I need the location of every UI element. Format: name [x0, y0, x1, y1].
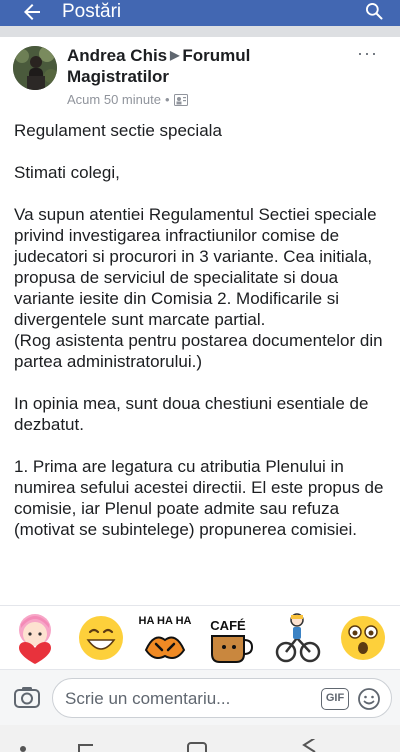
post-time[interactable]: Acum 50 minute	[67, 92, 161, 107]
post-body	[14, 120, 390, 561]
camera-icon[interactable]	[13, 685, 41, 709]
post-card	[0, 37, 400, 605]
comment-placeholder: Scrie un comentariu...	[65, 689, 231, 708]
more-options-button[interactable]: ···	[357, 43, 378, 63]
home-icon[interactable]	[186, 739, 208, 752]
comment-input[interactable]	[52, 678, 392, 718]
author-name[interactable]: Andrea Chis	[67, 46, 168, 65]
sticker-suggestions	[0, 605, 400, 669]
avatar[interactable]	[13, 46, 57, 90]
play-arrow-icon: ▶	[170, 48, 180, 62]
post-title-line	[67, 45, 357, 87]
arrow-left-icon[interactable]	[20, 0, 44, 24]
comment-composer	[0, 669, 400, 725]
meta-separator: •	[164, 92, 170, 107]
post-paragraph: Stimati colegi,	[14, 163, 120, 182]
post-paragraph: 1. Prima are legatura cu atributia Plenului in numirea sefului acestei directii. El este propus de comisie, iar Plenul poate admite sau refuza (motivat se subintelege) propunerea comisiei.	[14, 457, 384, 539]
group-name[interactable]: Forumul Magistratilor	[67, 46, 251, 86]
system-nav-bar	[0, 725, 400, 752]
cyclist-sticker[interactable]	[270, 610, 324, 666]
search-icon[interactable]	[364, 1, 384, 21]
haha-text: HA HA HA	[138, 615, 192, 627]
cafe-text: CAFÉ	[210, 618, 246, 633]
post-paragraph: Regulament sectie speciala	[14, 121, 222, 140]
smiley-icon[interactable]	[357, 687, 381, 711]
laughing-face-sticker[interactable]	[74, 610, 128, 666]
avatar-photo	[13, 46, 57, 90]
gif-button[interactable]: GIF	[321, 688, 349, 710]
back-nav-icon[interactable]	[298, 739, 318, 752]
nav-dot-icon[interactable]	[18, 739, 28, 752]
haha-sticker[interactable]	[138, 610, 192, 666]
post-paragraph: Va supun atentiei Regulamentul Sectiei speciale privind investigarea infractiunilor comise de judecatori si procurori in 3 variante. Cea initiala, propusa de serviciul de specialitate si doua variante iesite din Comisia 2. Modificarile si divergentele sunt marcate partial. (Rog asistenta pentru postarea documentelor din partea administratorului.)	[14, 205, 383, 371]
post-meta	[67, 92, 357, 108]
shocked-face-sticker[interactable]	[336, 610, 390, 666]
recent-apps-icon[interactable]	[76, 739, 96, 752]
feed-separator	[0, 26, 400, 37]
page-title: Postări	[62, 1, 122, 22]
group-privacy-icon	[174, 94, 188, 106]
cafe-sticker[interactable]	[204, 610, 258, 666]
heart-girl-sticker[interactable]	[8, 610, 62, 666]
post-header	[67, 45, 357, 108]
app-header	[0, 0, 400, 26]
post-paragraph: In opinia mea, sunt doua chestiuni esentiale de dezbatut.	[14, 394, 369, 434]
